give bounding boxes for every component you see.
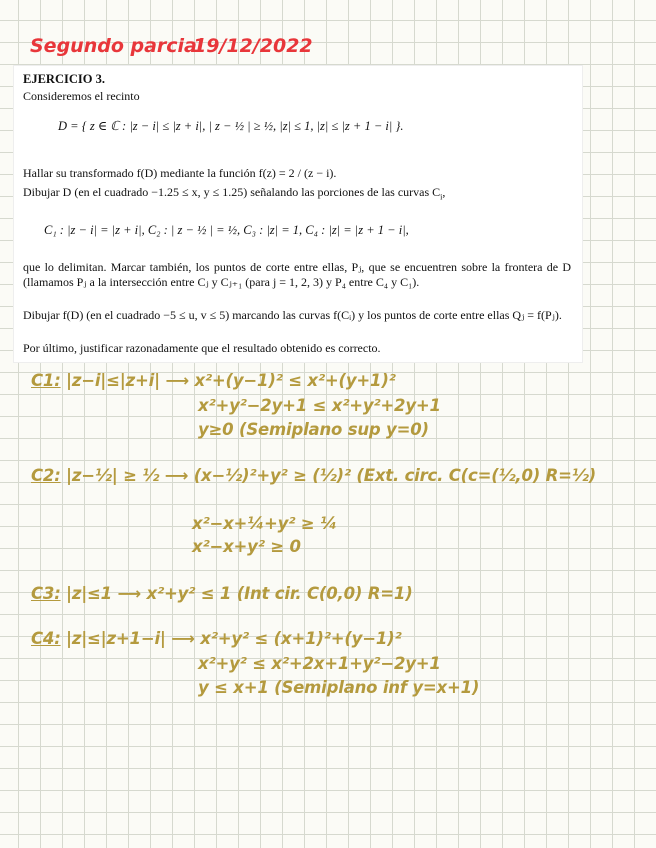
header-date: 19/12/2022 [193,35,313,57]
exercise-intro: Consideremos el recinto [23,89,140,103]
draw-line-text: Dibujar D (en el cuadrado −1.25 ≤ x, y ≤ 1.25) señalando las porciones de las curvas C [23,185,441,199]
c2-line3: x²−x+y² ≥ 0 [192,537,301,556]
c4-label: C4: [31,629,61,648]
paragraph-image: Dibujar f(D) (en el cuadrado −5 ≤ u, v ≤ 5) marcando las curvas f(Cᵢ) y los puntos de corte entre ellas Qⱼ = f(Pⱼ). [23,308,562,322]
c4-line3: y ≤ x+1 (Semiplano inf y=x+1) [198,678,480,697]
header-title: Segundo parcial [30,35,204,57]
c2-line2: x²−x+¼+y² ≥ ¼ [192,514,337,533]
c1-line2: x²+y²−2y+1 ≤ x²+y²+2y+1 [198,396,441,415]
draw-line-end: , [442,185,446,199]
draw-line [23,185,445,201]
draw-line-sub: i [440,192,443,202]
c4-line2: x²+y² ≤ x²+2x+1+y²−2y+1 [198,654,441,673]
c1-line3: y≥0 (Semiplano sup y=0) [198,420,429,439]
c2-label: C2: [31,466,61,485]
transform-line: Hallar su transformado f(D) mediante la función f(z) = 2 / (z − i). [23,166,337,180]
c3-label: C3: [31,584,61,603]
exercise-title: EJERCICIO 3. [23,72,105,86]
c1-line1: |z−i|≤|z+i| ⟶ x²+(y−1)² ≤ x²+(y+1)² [66,371,396,390]
paragraph-justify: Por último, justificar razonadamente que el resultado obtenido es correcto. [23,341,381,355]
c4-line1: |z|≤|z+1−i| ⟶ x²+y² ≤ (x+1)²+(y−1)² [66,629,402,648]
c1-label: C1: [31,371,61,390]
set-definition: D = { z ∈ ℂ : |z − i| ≤ |z + i|, | z − ½ | ≥ ½, |z| ≤ 1, |z| ≤ |z + 1 − i| }. [58,119,404,133]
c3-line1: |z|≤1 ⟶ x²+y² ≤ 1 (Int cir. C(0,0) R=1) [66,584,413,603]
exercise-sheet [14,66,582,362]
paragraph-boundary: que lo delimitan. Marcar también, los puntos de corte entre ellas, Pⱼ, que se encuentren sobre la frontera de D (llamamos Pⱼ a la intersección entre Cⱼ y Cⱼ₊₁ (para j = 1, 2, 3) y P₄ entre C₄ y C₁). [23,260,571,289]
curves-definition: C₁ : |z − i| = |z + i|, C₂ : | z − ½ | = ½, C₃ : |z| = 1, C₄ : |z| = |z + 1 − i|, [44,223,409,237]
c2-line1: |z−½| ≥ ½ ⟶ (x−½)²+y² ≥ (½)² (Ext. circ. C(c=(½,0) R=½) [66,466,596,485]
